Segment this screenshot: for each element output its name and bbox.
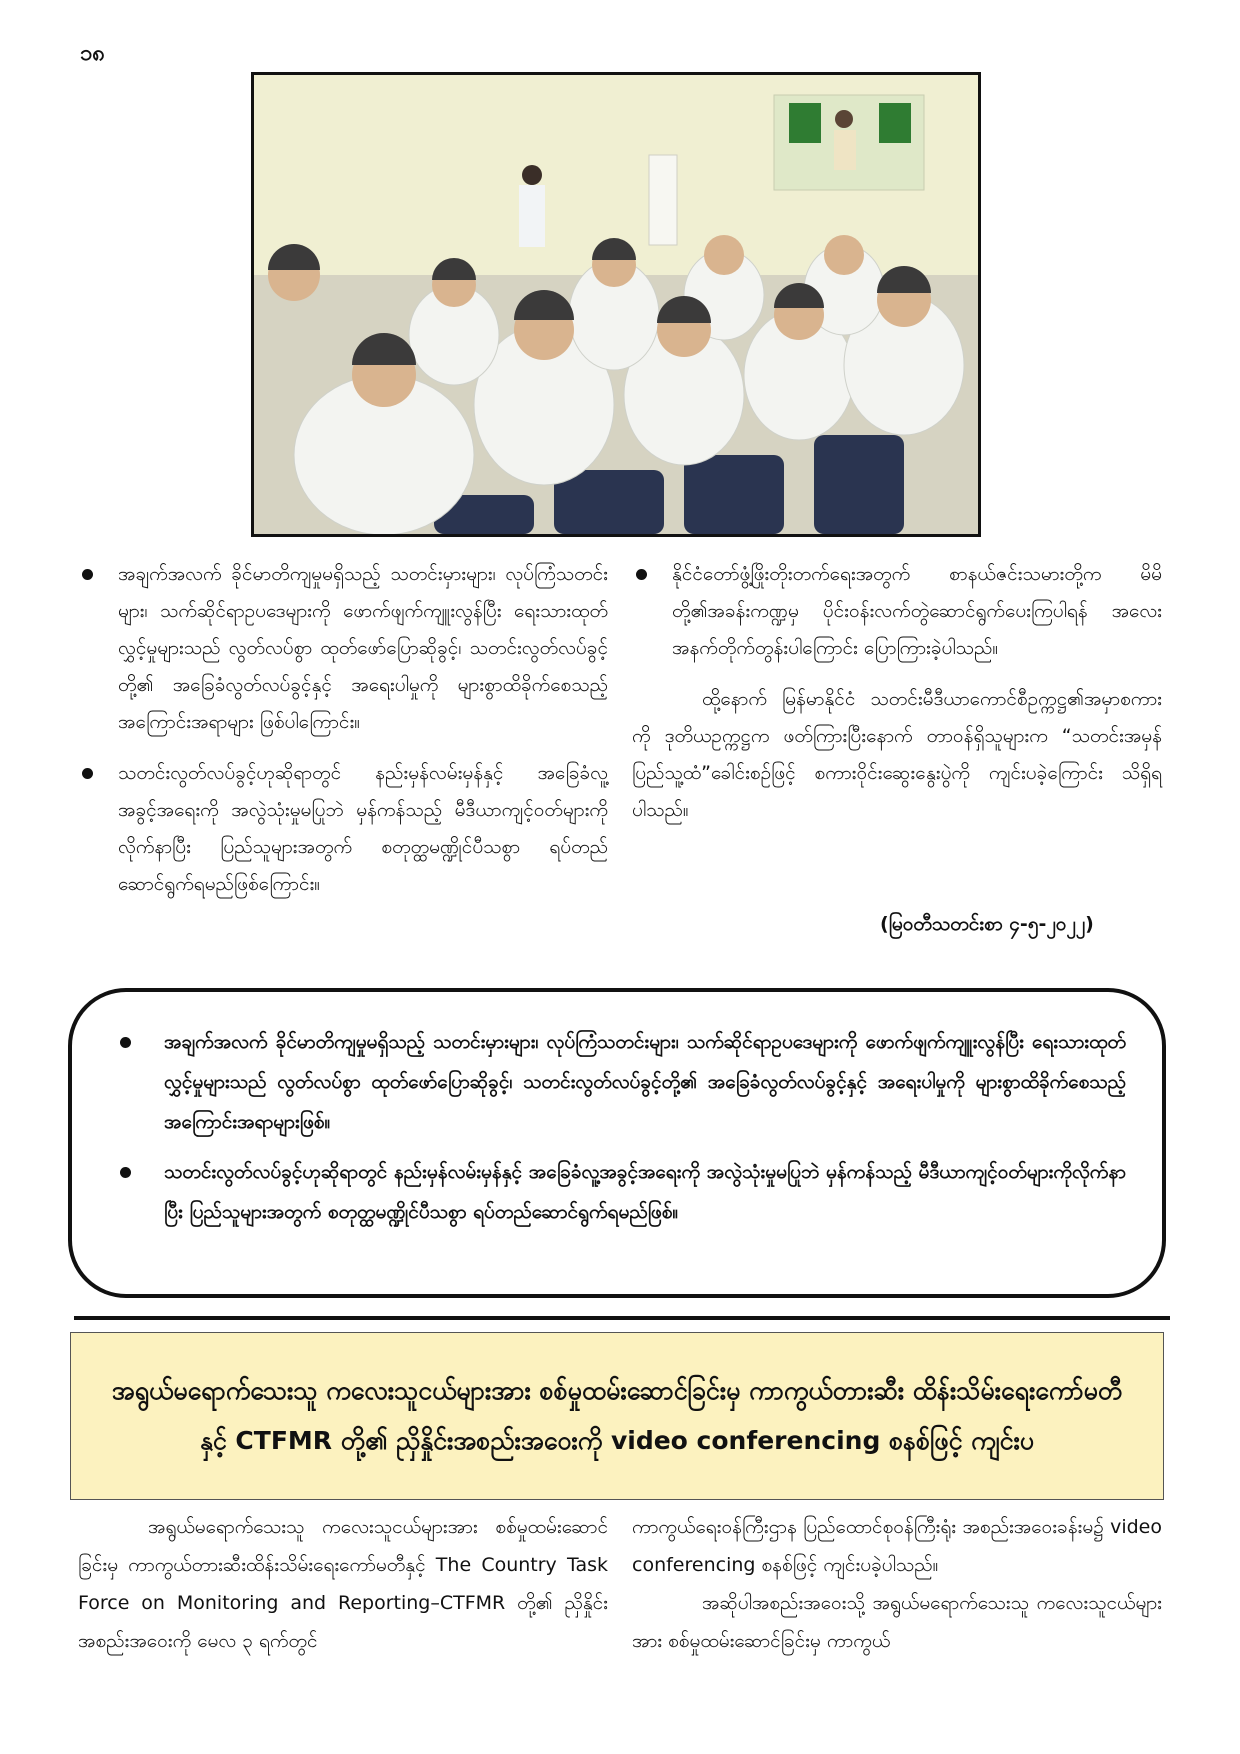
divider bbox=[74, 1316, 1170, 1320]
left-column bbox=[78, 556, 608, 917]
paragraph: အဆိုပါအစည်းအဝေးသို့ အရွယ်မရောက်သေးသူ ကလေးသူငယ်များအား စစ်မှုထမ်းဆောင်ခြင်းမှ ကာကွယ် bbox=[632, 1592, 1162, 1652]
list-item bbox=[112, 1022, 1126, 1142]
source-citation: (မြဝတီသတင်းစာ ၄-၅-၂၀၂၂) bbox=[880, 913, 1094, 935]
bullet-icon bbox=[636, 569, 647, 580]
paragraph: ထို့နောက် မြန်မာနိုင်ငံ သတင်းမီဒီယာကောင်စီဥက္ကဋ္ဌ၏အမှာစကားကို ဒုတိယဥက္ကဋ္ဌက ဖတ်ကြားပြီးနောက် တာဝန်ရှိသူများက “သတင်းအမှန်ပြည်သူ့ထံ”ခေါင်းစဉ်ဖြင့် စကားဝိုင်းဆွေးနွေးပွဲကို ကျင်းပခဲ့ကြောင်း သိရှိရပါသည်။ bbox=[632, 688, 1162, 821]
article-right-column bbox=[632, 1508, 1162, 1660]
list-item-text: အချက်အလက် ခိုင်မာတိကျမှုမရှိသည့် သတင်းမှားများ၊ လုပ်ကြံသတင်းများ၊ သက်ဆိုင်ရာဥပဒေများကို ဖောက်ဖျက်ကျူးလွန်ပြီး ရေးသားထုတ်လွှင့်မှုများသည် လွတ်လပ်စွာ ထုတ်ဖော်ပြောဆိုခွင့်၊ သတင်းလွတ်လပ်ခွင့်တို့၏ အခြေခံလွတ်လပ်ခွင့်နှင့် အရေးပါမှုကို များစွာထိခိုက်စေသည့် အကြောင်းအရာများ ဖြစ်ပါကြောင်း။ bbox=[118, 563, 608, 733]
bullet-icon bbox=[120, 1037, 131, 1048]
bullet-icon bbox=[120, 1167, 131, 1178]
list-item bbox=[78, 556, 608, 741]
page-number: ၁၈ bbox=[80, 41, 105, 66]
right-column bbox=[632, 556, 1162, 829]
summary-box bbox=[68, 988, 1166, 1298]
meeting-illustration bbox=[254, 75, 978, 534]
list-item bbox=[632, 556, 1162, 667]
list-item bbox=[112, 1152, 1126, 1232]
list-item-text: သတင်းလွတ်လပ်ခွင့်ဟုဆိုရာတွင် နည်းမှန်လမ်းမှန်နှင့် အခြေခံလူ့အခွင့်အရေးကို အလွဲသုံးမှုမပြုဘဲ မှန်ကန်သည့် မီဒီယာကျင့်ဝတ်များကိုလိုက်နာပြီး ပြည်သူများအတွက် စတုတ္ထမဏ္ဍိုင်ပီသစွာ ရပ်တည်ဆောင်ရွက်ရမည်ဖြစ်။ bbox=[164, 1161, 1126, 1223]
paragraph: အရွယ်မရောက်သေးသူ ကလေးသူငယ်များအား စစ်မှုထမ်းဆောင်ခြင်းမှ ကာကွယ်တားဆီးထိန်းသိမ်းရေးကော်မတီနှင့် The Country Task Force on Monitoring and Reporting–CTFMR တို့၏ ညှိနှိုင်းအစည်းအဝေးကို မေလ ၃ ရက်တွင် bbox=[78, 1516, 608, 1652]
meeting-photo bbox=[251, 72, 981, 537]
article-title: အရွယ်မရောက်သေးသူ ကလေးသူငယ်များအား စစ်မှုထမ်းဆောင်ခြင်းမှ ကာကွယ်တားဆီး ထိန်းသိမ်းရေးကော်မတီနှင့် CTFMR တို့၏ ညှိနှိုင်းအစည်းအဝေးကို video conferencing စနစ်ဖြင့် ကျင်းပ bbox=[111, 1376, 1123, 1455]
list-item-text: အချက်အလက် ခိုင်မာတိကျမှုမရှိသည့် သတင်းမှားများ၊ လုပ်ကြံသတင်းများ၊ သက်ဆိုင်ရာဥပဒေများကို ဖောက်ဖျက်ကျူးလွန်ပြီး ရေးသားထုတ်လွှင့်မှုများသည် လွတ်လပ်စွာ ထုတ်ဖော်ပြောဆိုခွင့်၊ သတင်းလွတ်လပ်ခွင့်တို့၏ အခြေခံလွတ်လပ်ခွင့်နှင့် အရေးပါမှုကို များစွာထိခိုက်စေသည့် အကြောင်းအရာများဖြစ်။ bbox=[164, 1031, 1126, 1133]
paragraph: ကာကွယ်ရေးဝန်ကြီးဌာန ပြည်ထောင်စုဝန်ကြီးရုံး အစည်းအဝေးခန်းမ၌ video conferencing စနစ်ဖြင့် ကျင်းပခဲ့ပါသည်။ bbox=[632, 1516, 1162, 1576]
bullet-icon bbox=[82, 569, 93, 580]
list-item-text: နိုင်ငံတော်ဖွံ့ဖြိုးတိုးတက်ရေးအတွက် စာနယ်ဇင်းသမားတို့က မိမိတို့၏အခန်းကဏ္ဍမှ ပိုင်းဝန်းလက်တွဲဆောင်ရွက်ပေးကြပါရန် အလေးအနက်တိုက်တွန်းပါကြောင်း ပြောကြားခဲ့ပါသည်။ bbox=[672, 563, 1162, 659]
list-item bbox=[78, 755, 608, 903]
bullet-icon bbox=[82, 768, 93, 779]
article-title-banner bbox=[70, 1332, 1164, 1500]
list-item-text: သတင်းလွတ်လပ်ခွင့်ဟုဆိုရာတွင် နည်းမှန်လမ်းမှန်နှင့် အခြေခံလူ့အခွင့်အရေးကို အလွဲသုံးမှုမပြုဘဲ မှန်ကန်သည့် မီဒီယာကျင့်ဝတ်များကိုလိုက်နာပြီး ပြည်သူများအတွက် စတုတ္ထမဏ္ဍိုင်ပီသစွာ ရပ်တည်ဆောင်ရွက်ရမည်ဖြစ်ကြောင်း။ bbox=[118, 762, 608, 895]
article-left-column bbox=[78, 1508, 608, 1660]
